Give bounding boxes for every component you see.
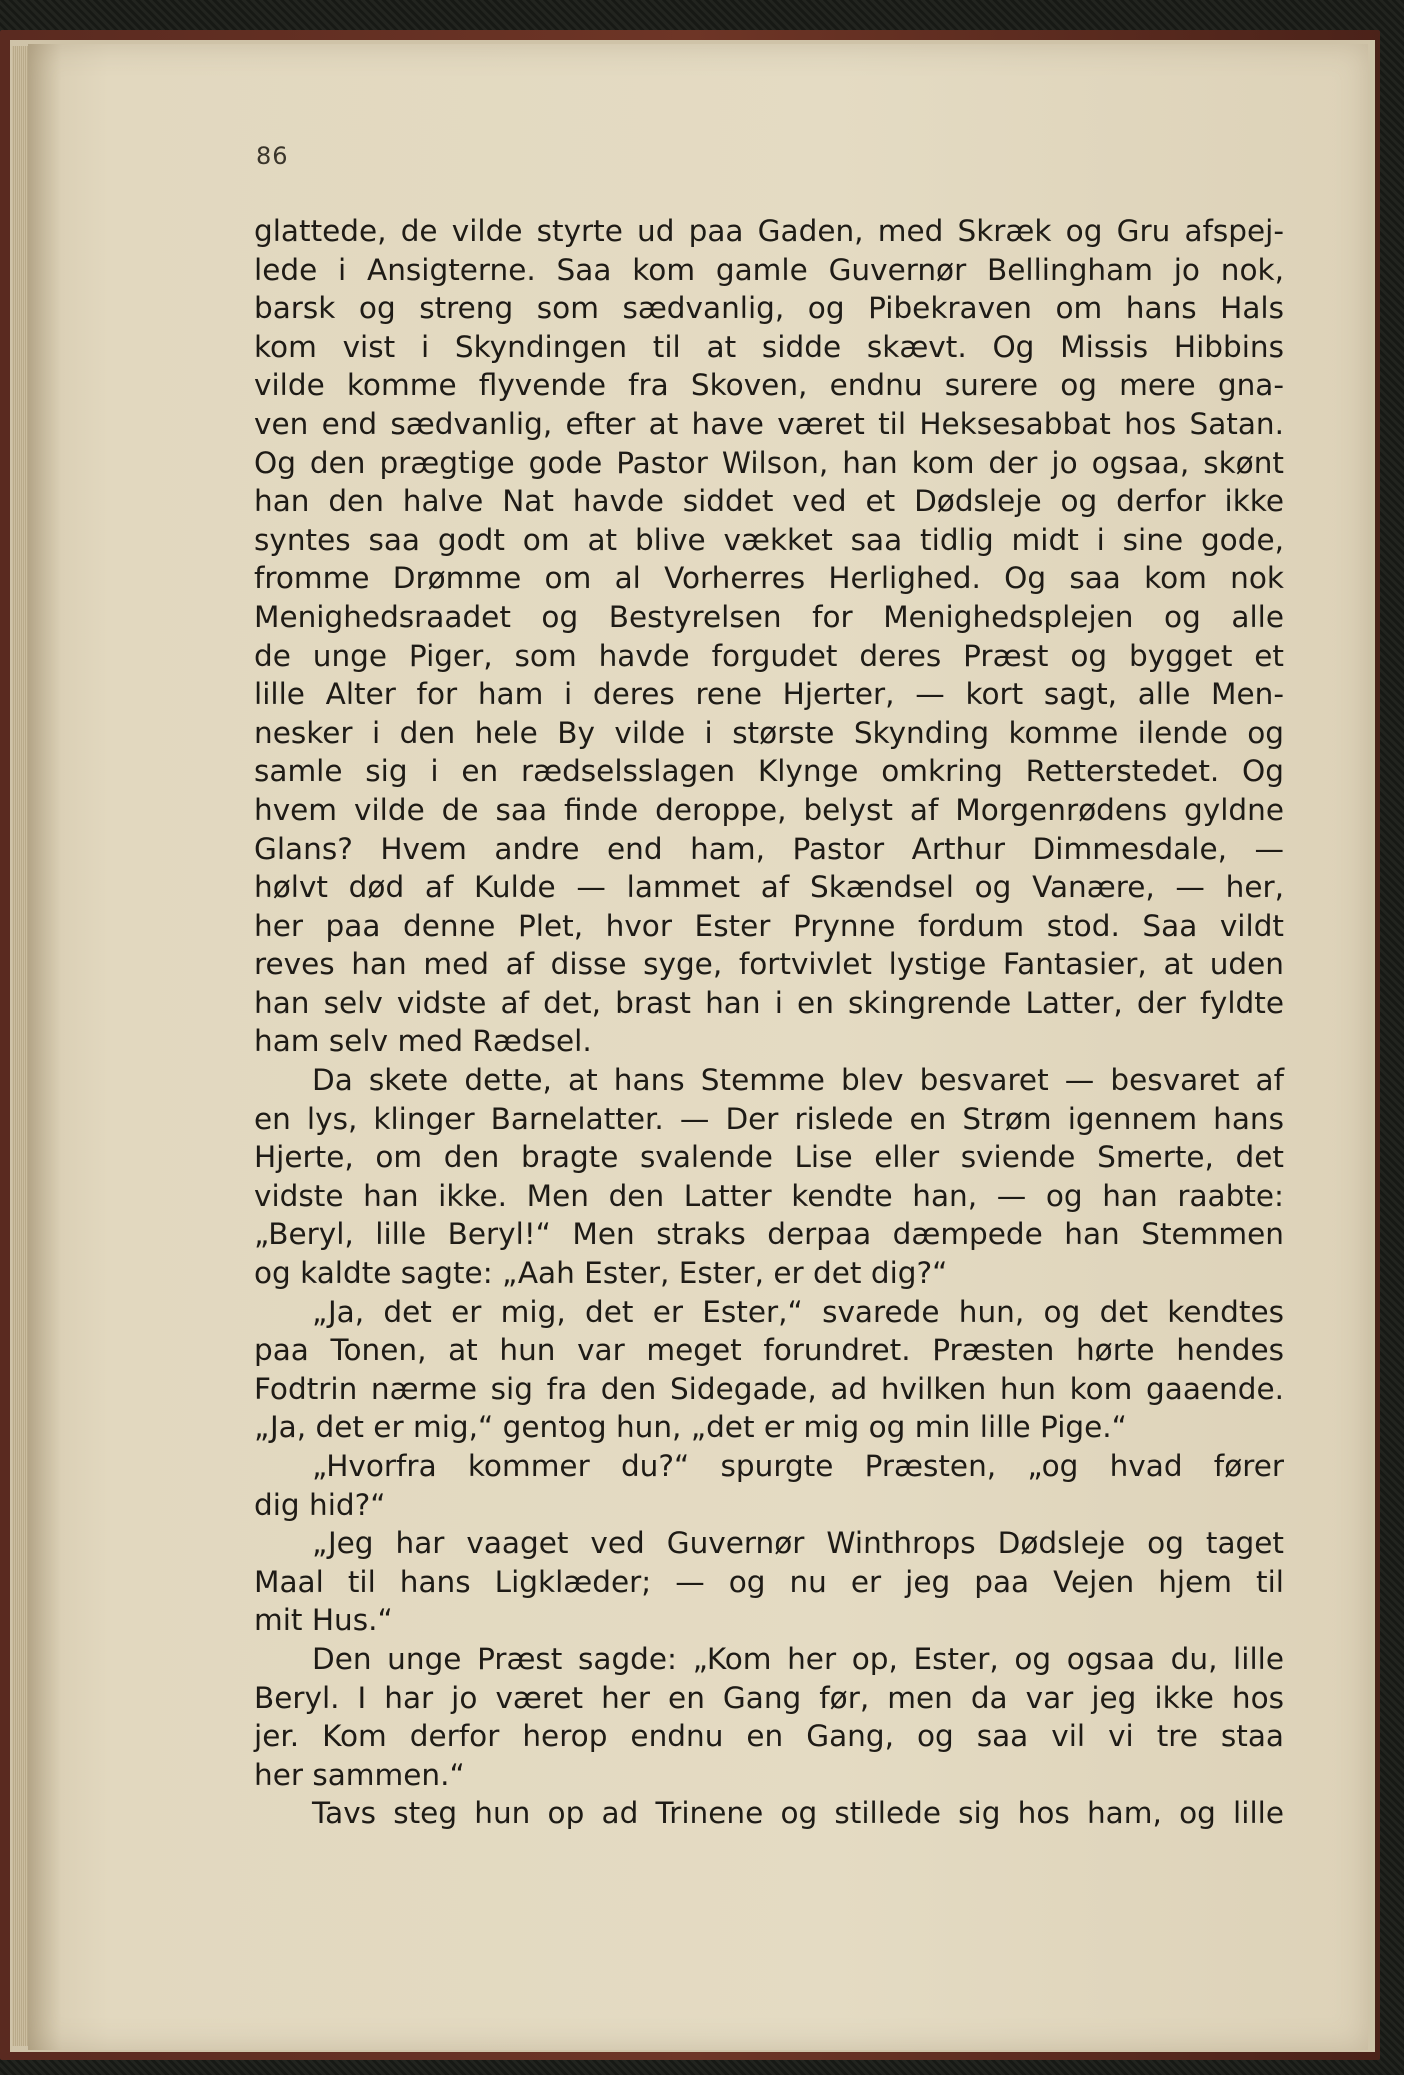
text-line: paa Tonen, at hun var meget forundret. Præsten hørte hendes xyxy=(254,1333,1284,1368)
text-line: barsk og streng som sædvanlig, og Pibekraven om hans Hals xyxy=(254,291,1284,326)
text-line: „Hvorfra kommer du?“ spurgte Præsten, „og hvad fører xyxy=(312,1449,1284,1483)
text-line: nesker i den hele By vilde i største Skynding komme ilende og xyxy=(254,715,1284,750)
text-line: han selv vidste af det, brast han i en skingrende Latter, der fyldte xyxy=(254,985,1284,1020)
text-line: ham selv med Rædsel. xyxy=(254,1024,592,1059)
text-line: Og den prægtige gode Pastor Wilson, han kom der jo ogsaa, skønt xyxy=(254,445,1284,480)
text-line: Fodtrin nærme sig fra den Sidegade, ad hvilken hun kom gaaende. xyxy=(254,1371,1284,1406)
text-line: Glans? Hvem andre end ham, Pastor Arthur Dimmesdale, — xyxy=(254,831,1284,866)
text-line: kom vist i Skyndingen til at sidde skævt. Og Missis Hibbins xyxy=(254,329,1284,364)
text-line: „Ja, det er mig, det er Ester,“ svarede hun, og det kendtes xyxy=(312,1294,1284,1329)
text-line: hølvt død af Kulde — lammet af Skændsel og Vanære, — her, xyxy=(254,870,1284,905)
text-line: her sammen.“ xyxy=(254,1757,465,1792)
text-line: ven end sædvanlig, efter at have været til Heksesabbat hos Satan. xyxy=(254,406,1284,441)
text-line: han den halve Nat havde siddet ved et Dødsleje og derfor ikke xyxy=(254,484,1284,519)
text-line: vilde komme flyvende fra Skoven, endnu surere og mere gna- xyxy=(254,368,1284,403)
text-line: Da skete dette, at hans Stemme blev besvaret — besvaret af xyxy=(312,1063,1284,1098)
text-line: Maal til hans Ligklæder; — og nu er jeg paa Vejen hjem til xyxy=(254,1564,1284,1599)
text-line: „Jeg har vaaget ved Guvernør Winthrops Dødsleje og taget xyxy=(312,1526,1284,1561)
text-line: syntes saa godt om at blive vækket saa tidlig midt i sine gode, xyxy=(254,522,1284,557)
text-line: lille Alter for ham i deres rene Hjerter, — kort sagt, alle Men- xyxy=(254,677,1284,712)
text-line: hvem vilde de saa finde deroppe, belyst af Morgenrødens gyldne xyxy=(254,792,1284,827)
text-line: samle sig i en rædselsslagen Klynge omkring Retterstedet. Og xyxy=(254,754,1284,789)
text-line: vidste han ikke. Men den Latter kendte han, — og han raabte: xyxy=(254,1178,1284,1213)
text-line: reves han med af disse syge, fortvivlet lystige Fantasier, at uden xyxy=(254,947,1284,982)
text-line: og kaldte sagte: „Aah Ester, Ester, er det dig?“ xyxy=(254,1256,948,1291)
text-line: „Ja, det er mig,“ gentog hun, „det er mig og min lille Pige.“ xyxy=(254,1410,1127,1445)
text-line: mit Hus.“ xyxy=(254,1603,393,1638)
text-line: her paa denne Plet, hvor Ester Prynne fordum stod. Saa vildt xyxy=(254,908,1284,943)
text-line: „Beryl, lille Beryl!“ Men straks derpaa dæmpede han Stemmen xyxy=(254,1217,1284,1252)
text-line: glattede, de vilde styrte ud paa Gaden, med Skræk og Gru afspej- xyxy=(254,214,1284,248)
text-line: lede i Ansigterne. Saa kom gamle Guvernør Bellingham jo nok, xyxy=(254,252,1284,287)
text-line: Tavs steg hun op ad Trinene og stillede sig hos ham, og lille xyxy=(312,1796,1284,1831)
text-line: en lys, klinger Barnelatter. — Der rislede en Strøm igennem hans xyxy=(254,1101,1284,1136)
text-line: dig hid?“ xyxy=(254,1487,386,1522)
text-line: de unge Piger, som havde forgudet deres Præst og bygget et xyxy=(254,638,1284,673)
text-line: Beryl. I har jo været her en Gang før, men da var jeg ikke hos xyxy=(254,1680,1284,1715)
text-line: Menighedsraadet og Bestyrelsen for Menighedsplejen og alle xyxy=(254,599,1284,634)
text-line: Den unge Præst sagde: „Kom her op, Ester, og ogsaa du, lille xyxy=(312,1641,1284,1676)
text-line: Hjerte, om den bragte svalende Lise eller sviende Smerte, det xyxy=(254,1140,1284,1175)
text-line: fromme Drømme om al Vorherres Herlighed. Og saa kom nok xyxy=(254,561,1284,596)
text-line: jer. Kom derfor herop endnu en Gang, og saa vil vi tre staa xyxy=(254,1719,1284,1754)
page-number: 86 xyxy=(256,142,289,170)
body-text xyxy=(254,212,1284,1833)
